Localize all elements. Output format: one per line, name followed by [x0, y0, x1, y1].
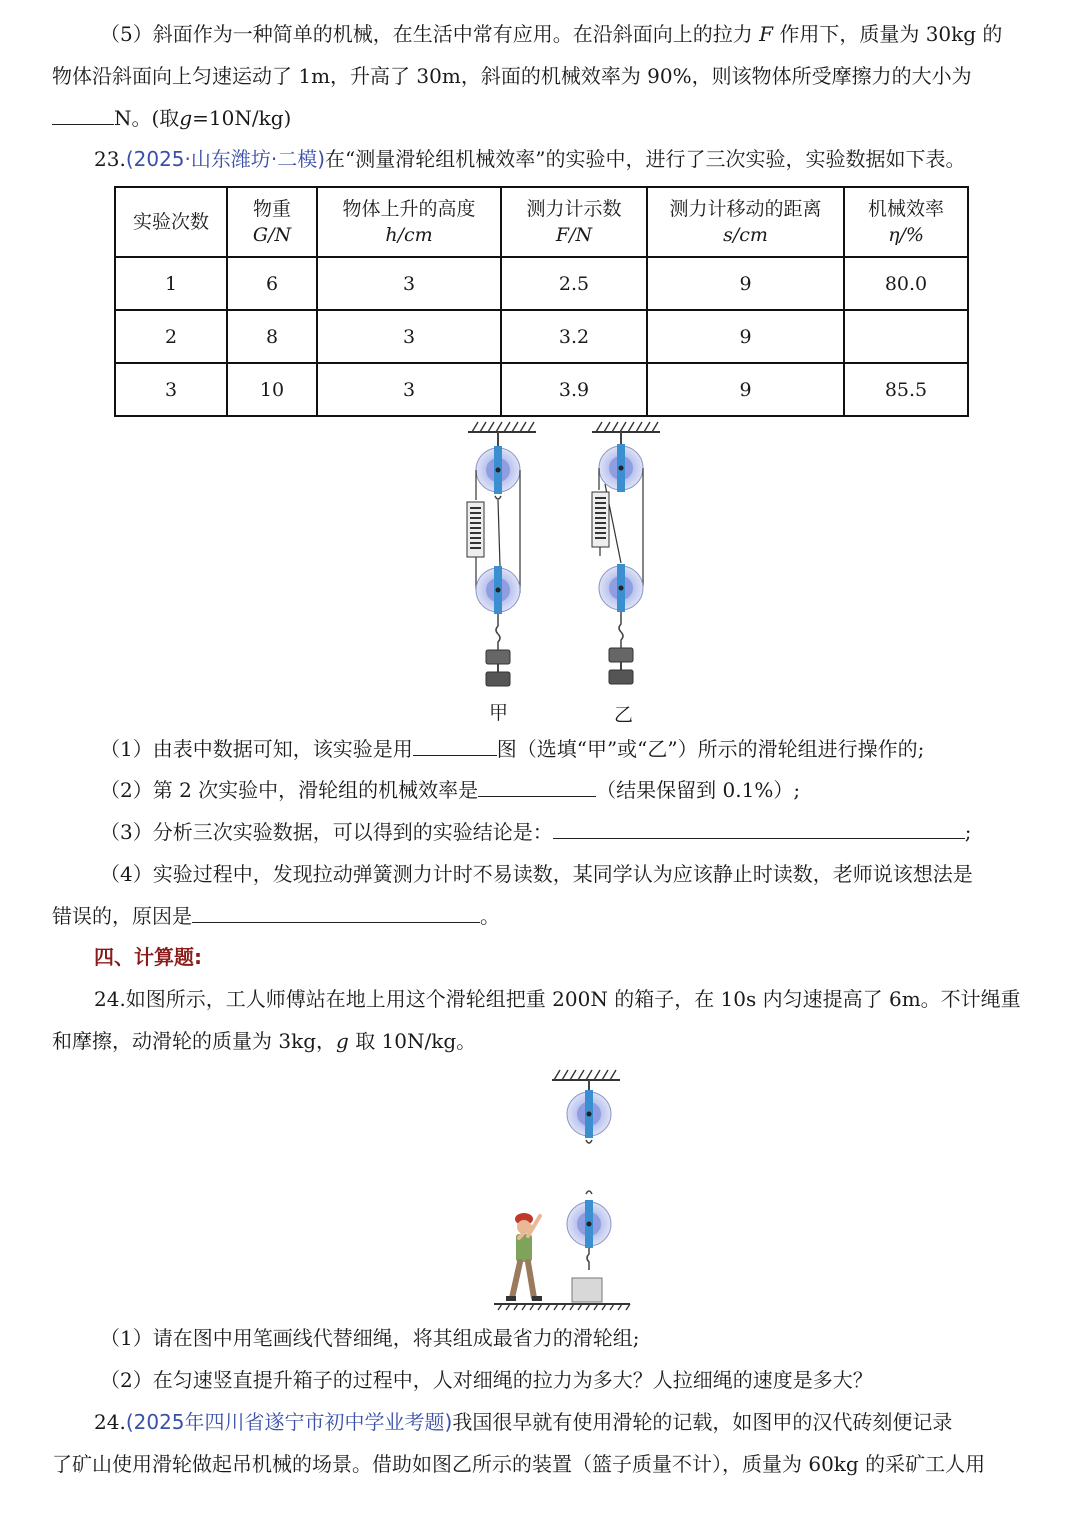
q24b-line2: 了矿山使用滑轮做起吊机械的场景。借助如图乙所示的装置（篮子质量不计），质量为 60kg 的采矿工人用 [52, 1452, 986, 1476]
figure-label-yi: 乙 [614, 704, 634, 726]
q24a-sub1: （1）请在图中用笔画线代替细绳，将其组成最省力的滑轮组; [100, 1326, 640, 1350]
pulley-figure [440, 418, 680, 700]
q23-sub4-line1: （4）实验过程中，发现拉动弹簧测力计时不易读数，某同学认为应该静止时读数，老师说该想法是 [100, 862, 973, 886]
q23-sub3: （3）分析三次实验数据，可以得到的实验结论是： ; [100, 820, 972, 844]
q22-5-line1: （5）斜面作为一种简单的机械，在生活中常有应用。在沿斜面向上的拉力 F 作用下，质量为 30kg 的 [100, 22, 1003, 46]
answer-blank[interactable] [52, 104, 114, 125]
q23-sub1: （1）由表中数据可知，该实验是用 图（选填“甲”或“乙”）所示的滑轮组进行操作的; [100, 737, 925, 761]
q24b-source: (2025年四川省遂宁市初中学业考题) [125, 1410, 453, 1434]
th-efficiency: 机械效率 η/% [844, 187, 968, 257]
q22-5-line2: 物体沿斜面向上匀速运动了 1m，升高了 30m，斜面的机械效率为 90%，则该物体所受摩擦力的大小为 [52, 64, 972, 88]
worker-person-icon [506, 1213, 542, 1301]
answer-blank[interactable] [413, 735, 497, 756]
q24a-line1: 24.如图所示，工人师傅站在地上用这个滑轮组把重 200N 的箱子，在 10s 内匀速提高了 6m。不计绳重 [94, 987, 1021, 1011]
q24a-line2: 和摩擦，动滑轮的质量为 3kg，g 取 10N/kg。 [52, 1029, 477, 1053]
table-header-row [115, 187, 968, 257]
q23-sub2: （2）第 2 次实验中，滑轮组的机械效率是 （结果保留到 0.1%）; [100, 778, 801, 802]
th-distance: 测力计移动的距离 s/cm [647, 187, 844, 257]
table-row: 2 8 3 3.2 9 [115, 310, 968, 363]
pulley-system-jia [467, 422, 536, 686]
table-row: 1 6 3 2.5 9 80.0 [115, 257, 968, 310]
answer-blank[interactable] [553, 818, 965, 839]
figure-label-jia: 甲 [489, 702, 509, 724]
q23-sub4-line2: 错误的，原因是 。 [52, 904, 500, 928]
th-force: 测力计示数 F/N [501, 187, 647, 257]
q24a-sub2: （2）在匀速竖直提升箱子的过程中，人对细绳的拉力为多大？人拉细绳的速度是多大？ [100, 1368, 873, 1392]
q24b-line1: 24.(2025年四川省遂宁市初中学业考题)我国很早就有使用滑轮的记载，如图甲的汉代砖刻便记录 [94, 1410, 953, 1434]
q23-source: (2025·山东潍坊·二模) [125, 147, 326, 171]
th-trial: 实验次数 [115, 187, 227, 257]
section-heading-calculation: 四、计算题: [94, 945, 202, 969]
th-height: 物体上升的高度 h/cm [317, 187, 501, 257]
q22-5-line3: N。(取g=10N/kg) [52, 104, 291, 132]
th-weight: 物重 G/N [227, 187, 317, 257]
pulley-system-yi [592, 422, 660, 684]
answer-blank[interactable] [192, 902, 480, 923]
answer-blank[interactable] [478, 776, 596, 797]
q23-stem: 23.(2025·山东潍坊·二模)在“测量滑轮组机械效率”的实验中，进行了三次实验，实验数据如下表。 [94, 147, 966, 171]
table-row: 3 10 3 3.9 9 85.5 [115, 363, 968, 416]
worker-pulley-figure [490, 1066, 635, 1316]
experiment-table [114, 186, 969, 417]
